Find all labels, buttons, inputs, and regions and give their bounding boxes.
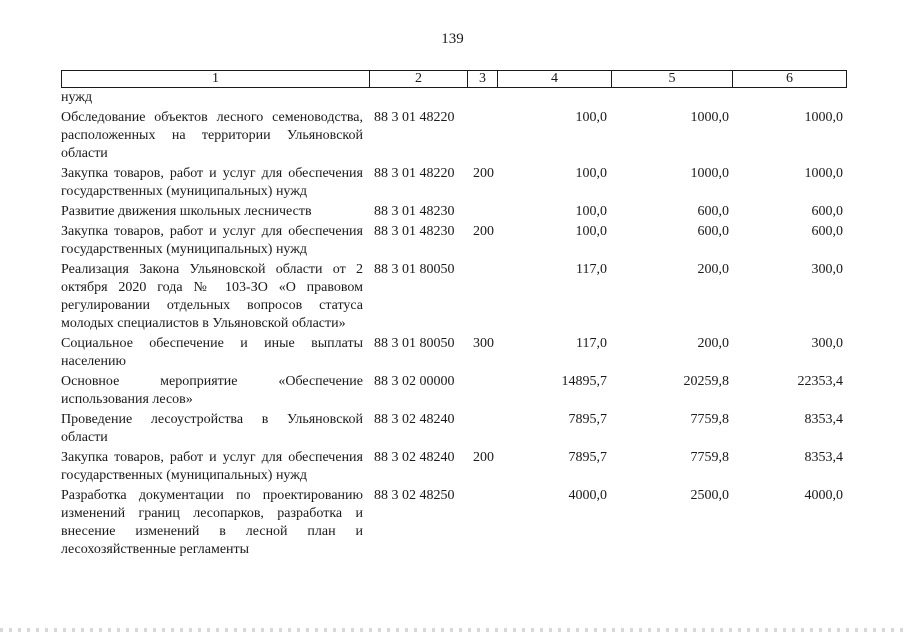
row-value-col-4: 4000,0 xyxy=(568,488,607,503)
row-name: Развитие движения школьных лесничеств xyxy=(61,204,312,219)
row-name: Реализация Закона Ульяновской области от 2 октября 2020 года № 103-ЗО «О правовом регулировании отдельных вопросов статуса молодых специалистов в Ульяновской области» xyxy=(61,262,363,331)
row-name: Закупка товаров, работ и услуг для обеспечения государственных (муниципальных) нужд xyxy=(61,224,363,257)
row-code: 88 3 01 48230 xyxy=(374,204,455,219)
row-expense-type: 200 xyxy=(473,224,494,239)
row-name: Обследование объектов лесного семеноводства, расположенных на территории Ульяновской области xyxy=(61,110,363,161)
row-value-col-5: 7759,8 xyxy=(690,450,729,465)
table-row xyxy=(61,449,847,485)
row-name: Основное мероприятие «Обеспечение использования лесов» xyxy=(61,374,363,407)
table-row xyxy=(61,165,847,201)
header-col-4: 4 xyxy=(498,71,612,87)
row-value-col-4: 100,0 xyxy=(575,110,607,125)
row-value-col-6: 22353,4 xyxy=(797,374,843,389)
row-value-col-6: 8353,4 xyxy=(804,450,843,465)
row-code: 88 3 02 48240 xyxy=(374,412,455,427)
row-value-col-6: 600,0 xyxy=(811,204,843,219)
row-code: 88 3 02 48250 xyxy=(374,488,455,503)
row-code: 88 3 02 48240 xyxy=(374,450,455,465)
row-value-col-4: 7895,7 xyxy=(568,450,607,465)
row-name: нужд xyxy=(61,90,93,105)
row-code: 88 3 01 48220 xyxy=(374,110,455,125)
table-row xyxy=(61,261,847,333)
row-value-col-4: 100,0 xyxy=(575,166,607,181)
row-value-col-4: 100,0 xyxy=(575,204,607,219)
row-value-col-4: 117,0 xyxy=(576,262,607,277)
table-row xyxy=(61,89,847,107)
page-number: 139 xyxy=(441,31,464,47)
row-value-col-6: 1000,0 xyxy=(804,166,843,181)
row-value-col-6: 300,0 xyxy=(811,262,843,277)
row-code: 88 3 01 48230 xyxy=(374,224,455,239)
row-name: Закупка товаров, работ и услуг для обеспечения государственных (муниципальных) нужд xyxy=(61,450,363,483)
row-code: 88 3 02 00000 xyxy=(374,374,455,389)
row-expense-type: 300 xyxy=(473,336,494,351)
table-row xyxy=(61,203,847,221)
row-value-col-6: 8353,4 xyxy=(804,412,843,427)
table-row xyxy=(61,335,847,371)
row-value-col-6: 1000,0 xyxy=(804,110,843,125)
row-name: Разработка документации по проектированию изменений границ лесопарков, разработка и внесение изменений в лесной план и лесохозяйственные регламенты xyxy=(61,488,363,557)
row-code: 88 3 01 80050 xyxy=(374,336,455,351)
scan-edge xyxy=(0,628,905,632)
table-body xyxy=(61,89,847,561)
row-value-col-6: 600,0 xyxy=(811,224,843,239)
header-col-2: 2 xyxy=(370,71,468,87)
row-code: 88 3 01 48220 xyxy=(374,166,455,181)
row-value-col-4: 14895,7 xyxy=(561,374,607,389)
row-value-col-5: 600,0 xyxy=(697,204,729,219)
row-value-col-5: 2500,0 xyxy=(690,488,729,503)
table-header xyxy=(61,70,847,88)
row-value-col-5: 7759,8 xyxy=(690,412,729,427)
row-expense-type: 200 xyxy=(473,166,494,181)
row-value-col-4: 100,0 xyxy=(575,224,607,239)
table-row xyxy=(61,109,847,163)
row-value-col-4: 7895,7 xyxy=(568,412,607,427)
row-value-col-5: 1000,0 xyxy=(690,166,729,181)
table-row xyxy=(61,487,847,559)
row-name: Проведение лесоустройства в Ульяновской области xyxy=(61,412,363,445)
row-value-col-5: 600,0 xyxy=(697,224,729,239)
header-col-6: 6 xyxy=(786,71,793,86)
row-value-col-6: 300,0 xyxy=(811,336,843,351)
row-value-col-5: 200,0 xyxy=(697,262,729,277)
row-value-col-4: 117,0 xyxy=(576,336,607,351)
row-value-col-5: 200,0 xyxy=(697,336,729,351)
row-name: Закупка товаров, работ и услуг для обеспечения государственных (муниципальных) нужд xyxy=(61,166,363,199)
row-value-col-5: 1000,0 xyxy=(690,110,729,125)
row-expense-type: 200 xyxy=(473,450,494,465)
table-row xyxy=(61,411,847,447)
table-row xyxy=(61,223,847,259)
row-value-col-6: 4000,0 xyxy=(804,488,843,503)
row-name: Социальное обеспечение и иные выплаты населению xyxy=(61,336,363,369)
table-row xyxy=(61,373,847,409)
header-col-5: 5 xyxy=(612,71,733,87)
header-col-1: 1 xyxy=(62,71,370,87)
row-value-col-5: 20259,8 xyxy=(683,374,729,389)
header-col-3: 3 xyxy=(468,71,498,87)
row-code: 88 3 01 80050 xyxy=(374,262,455,277)
